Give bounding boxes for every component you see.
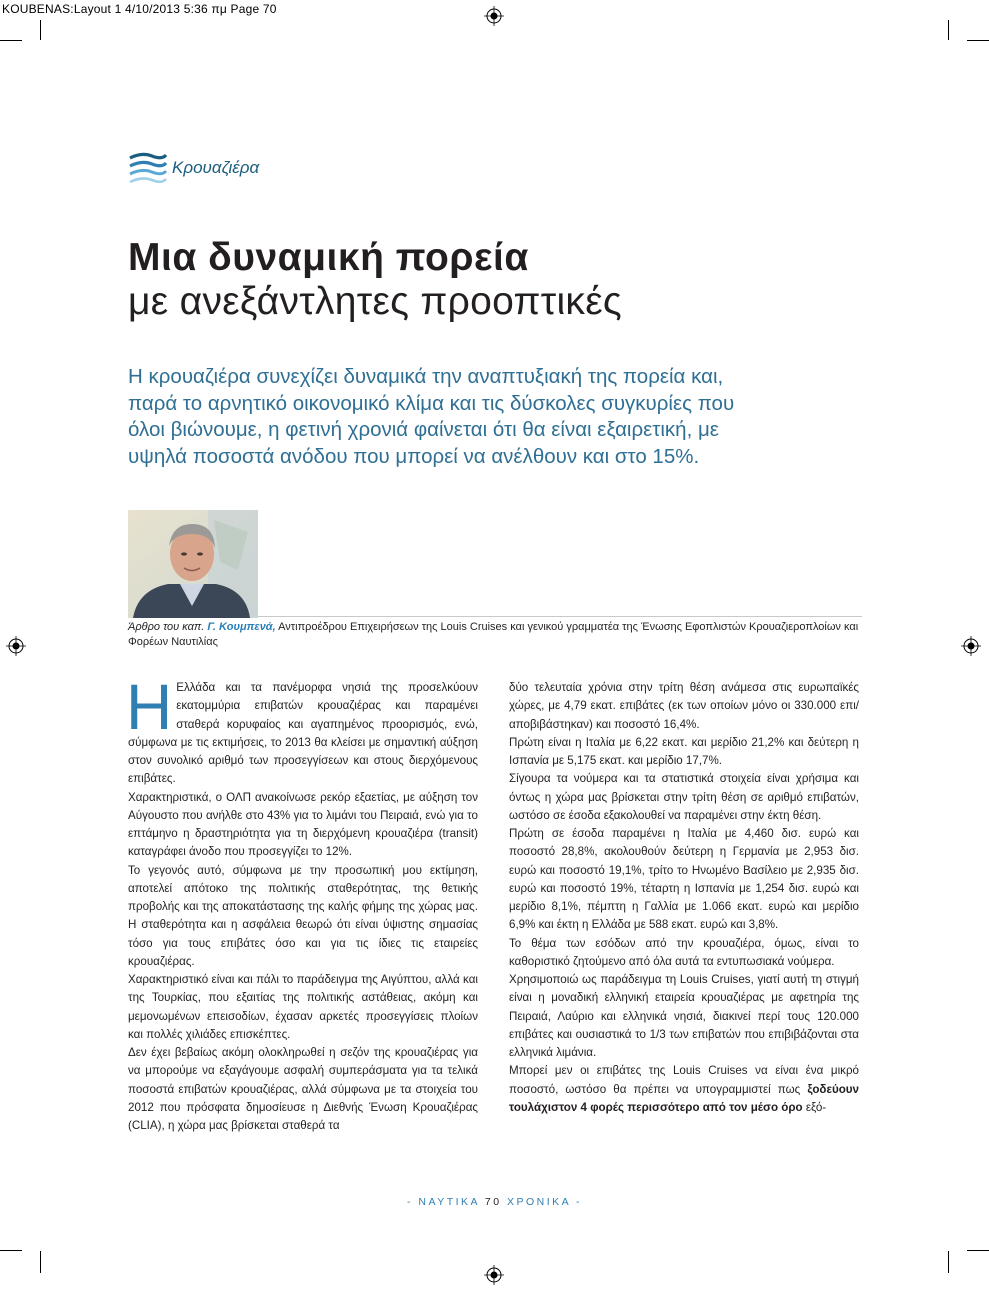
article-column-right <box>509 679 859 1117</box>
page-footer: - ΝΑΥΤΙΚΑ 70 ΧΡΟΝΙΚΑ - <box>406 1196 583 1208</box>
byline-author: Γ. Κουμπενά, <box>207 621 276 633</box>
registration-mark-icon <box>484 6 504 26</box>
article-paragraph: Χρησιμοποιώ ως παράδειγμα τη Louis Cruises, γιατί αυτή τη στιγμή είναι η μοναδική ελληνική εταιρεία κρουαζιέρας με αφετηρία της Πειραιά, Λαύριο και ελληνικά νησιά, διακινεί περί τους 120.000 επιβάτες και ουσιαστικά το 1/3 των επιβατών που επιβιβάζονται στα ελληνικά λιμάνια. <box>509 973 859 1059</box>
lead-line: Η κρουαζιέρα συνεχίζει δυναμικά την αναπτυξιακή της πορεία και, <box>128 365 724 388</box>
byline-label: Άρθρο του καπ. <box>128 621 208 633</box>
byline-role: Αντιπροέδρου Επιχειρήσεων της Louis Cruises και γενικού γραμματέα της Ένωσης Εφοπλιστών Κρουαζιεροπλοίων και Φορέων Ναυτιλίας <box>128 621 859 648</box>
article-paragraph: Χαρακτηριστικό είναι και πάλι το παράδειγμα της Αιγύπτου, αλλά και της Τουρκίας, που εξαιτίας της πολιτικής αστάθειας, ακόμη και μεμονωμένων επεισοδίων, έχασαν αρκετές προσεγγίσεις πλοίων και πολλές χιλιάδες επισκέπτες. <box>128 973 478 1041</box>
article-paragraph: Πρώτη είναι η Ιταλία με 6,22 εκατ. και μερίδιο 21,2% και δεύτερη η Ισπανία με 5,175 εκατ. και μερίδιο 17,7%. <box>509 735 859 767</box>
article-paragraph: Σίγουρα τα νούμερα και τα στατιστικά στοιχεία είναι χρήσιμα και όντως η χώρα μας βρίσκεται στην τρίτη θέση σε αριθμό επιβατών, ωστόσο σε έσοδα εξακολουθεί να παραμένει στην έκτη θέση. <box>509 772 859 822</box>
crop-mark <box>948 20 949 40</box>
byline-rule <box>258 616 862 617</box>
lead-line: υψηλά ποσοστά ανόδου που μπορεί να ανέλθουν και στο 15%. <box>128 444 700 468</box>
crop-mark <box>0 1250 22 1251</box>
article-paragraph: Πρώτη σε έσοδα παραμένει η Ιταλία με 4,460 δισ. ευρώ και ποσοστό 28,8%, ακολουθούν δεύτερη η Γερμανία με 2,953 δισ. ευρώ και ποσοστό 19,1%, τρίτο το Ηνωμένο Βασίλειο με 2,935 δισ. ευρώ και ποσοστό 19%, τέταρτη η Ισπανία με 1,254 δισ. ευρώ και μερίδιο 8,1%, πέμπτη η Γαλλία με 1.066 εκατ. ευρώ και μερίδιο 6,9% και έκτη η Ελλάδα με 588 εκατ. ευρώ και 3,8%. <box>509 827 859 932</box>
crop-mark <box>967 40 989 41</box>
headline-line-1: Μια δυναμική πορεία <box>128 236 529 279</box>
section-label: Κρουαζιέρα <box>172 158 260 177</box>
author-portrait <box>128 510 258 618</box>
article-paragraph: Το γεγονός αυτό, σύμφωνα με την προσωπική μου εκτίμηση, αποτελεί απότοκο της πολιτικής σταθερότητας, της θετικής προβολής και της αποκατάστασης της καλής φήμης της χώρας μας. Η σταθερότητα και η ασφάλεια θεωρώ ότι είναι ύψιστης σημασίας τόσο για τους επιβάτες όσο και για τις ίδιες τις εταιρείες κρουαζιέρας. <box>128 863 478 968</box>
headline-line-2: με ανεξάντλητες προοπτικές <box>128 280 622 323</box>
article-paragraph: δύο τελευταία χρόνια στην τρίτη θέση ανάμεσα στις ευρωπαϊκές χώρες, με 4,79 εκατ. επιβάτες (εκ των οποίων μόνο οι 330.000 επι/αποβιβάστηκαν) και ποσοστό 16,4%. <box>509 681 859 731</box>
drop-cap: Η <box>126 671 173 743</box>
emphasis-text: ξοδεύουν τουλάχιστον 4 φορές περισσότερο από τον μέσο όρο <box>509 1082 859 1114</box>
article-paragraph: Μπορεί μεν οι επιβάτες της Louis Cruises να είναι ένα μικρό ποσοστό, ωστόσο θα πρέπει να υπογραμμιστεί πως ξοδεύουν τουλάχιστον 4 φορές περισσότερο από τον μέσο όρο εξό- <box>509 1064 859 1114</box>
lead-line: όλοι βιώνουμε, η φετινή χρονιά φαίνεται ότι θα είναι εξαιρετική, με <box>128 418 719 441</box>
article-paragraph: Η Ελλάδα και τα πανέμορφα νησιά της προσελκύουν εκατομμύρια επιβατών κρουαζιέρας και παραμένει σταθερά κορυφαίος και αγαπημένος προορισμός, ενώ, σύμφωνα με τις εκτιμήσεις, το 2013 θα κλείσει με σημαντική αύξηση στον συνολικό αριθμό των προσεγγίσεων και στους διερχόμενους επιβάτες. <box>126 671 478 786</box>
registration-mark-icon <box>961 636 981 656</box>
crop-mark <box>0 40 22 41</box>
article-paragraph: Χαρακτηριστικά, ο ΟΛΠ ανακοίνωσε ρεκόρ εξαετίας, με αύξηση τον Αύγουστο που ανήλθε στο 43% για το λιμάνι του Πειραιά, ενώ για το επτάμηνο η δραστηριότητα για τη διερχόμενη κρουαζιέρα (transit) καταγράφει άνοδο που προσεγγίζει το 12%. <box>128 790 478 859</box>
print-slug: KOUBENAS:Layout 1 4/10/2013 5:36 πμ Page 70 <box>2 2 277 16</box>
registration-mark-icon <box>484 1265 504 1285</box>
lead-line: παρά το αρνητικό οικονομικό κλίμα και τις δύσκολες συγκυρίες που <box>128 391 735 415</box>
article-column-left <box>126 671 478 1135</box>
lead-paragraph <box>128 364 863 470</box>
article-paragraph: Το θέμα των εσόδων από την κρουαζιέρα, όμως, είναι το καθοριστικό ζητούμενο από όλα αυτά τα εντυπωσιακά νούμερα. <box>509 936 859 968</box>
crop-mark <box>40 20 41 40</box>
crop-mark <box>948 1251 949 1273</box>
byline <box>128 620 863 650</box>
page-number: 70 <box>484 1196 502 1208</box>
registration-mark-icon <box>6 636 26 656</box>
waves-logo-icon <box>128 150 168 192</box>
article-paragraph: Δεν έχει βεβαίως ακόμη ολοκληρωθεί η σεζόν της κρουαζιέρας για να μπορούμε να εξαγάγουμε ασφαλή συμπεράσματα για τα τελικά ποσοστά επιβατών κρουαζιέρας, αλλά σύμφωνα με τα στοιχεία του 2012 που πρόσφατα δημοσίευσε η Διεθνής Ένωση Κρουαζιέρας (CLIA), η χώρα μας βρίσκεται σταθερά τα <box>128 1046 478 1132</box>
crop-mark <box>967 1250 989 1251</box>
crop-mark <box>40 1251 41 1273</box>
